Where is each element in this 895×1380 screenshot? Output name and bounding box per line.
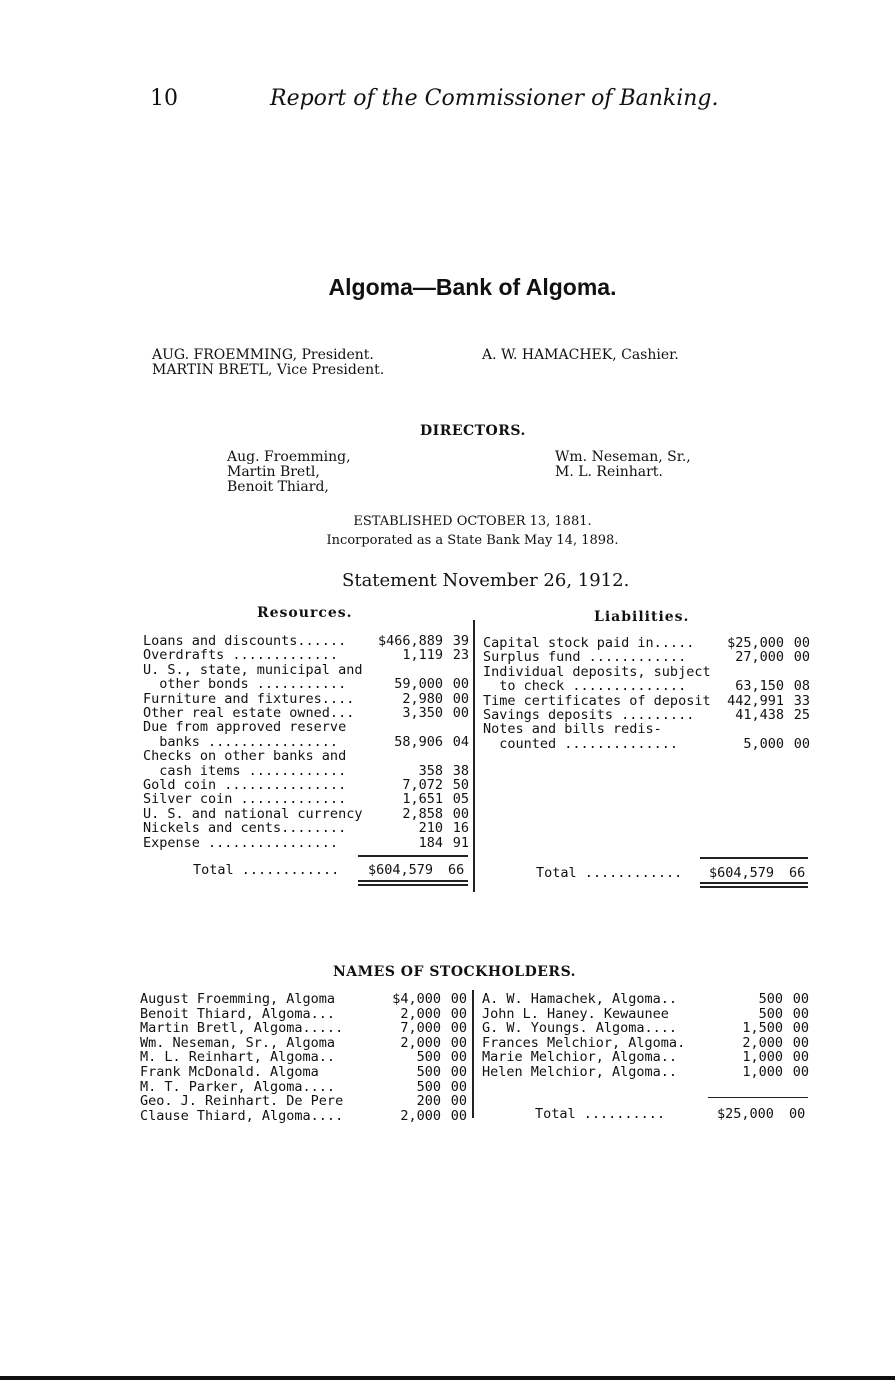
liability-row [483,679,810,694]
director-name: M. L. Reinhart. [555,464,663,480]
established-date: ESTABLISHED OCTOBER 13, 1881. [353,514,592,529]
amount-cents: 00 [450,1020,467,1037]
amount-cents: 00 [450,1049,467,1066]
amount-cents: 00 [450,1093,467,1110]
stockholder-name: G. W. Youngs. Algoma.... [482,1020,678,1037]
amount-dollars: 41,438 [735,707,784,723]
stockholder-row [482,1021,809,1036]
stockholder-row [140,1094,467,1109]
amount-dollars: 27,000 [735,649,784,666]
amount-dollars: $466,889 [377,633,443,649]
directors-left [227,450,351,495]
resource-label: Checks on other banks and [143,748,347,765]
liability-label: Surplus fund ............ [483,649,687,666]
amount-dollars: 5,000 [743,735,784,752]
amount-dollars: 59,000 [394,676,443,693]
resource-label: Gold coin ............... [143,777,347,793]
directors-right [555,450,691,480]
amount-dollars: 500 [416,1078,441,1095]
stockholder-row [482,1065,809,1080]
amount-dollars: 358 [418,762,443,779]
director-name: Benoit Thiard, [227,479,329,495]
liabilities-total-dollars: $604,579 [709,865,775,881]
stockholder-name: A. W. Hamachek, Algoma.. [482,991,678,1007]
amount-cents: 00 [450,991,467,1007]
officers-left [152,348,384,378]
amount-cents: 00 [452,805,469,822]
resources-total-cents: 66 [448,862,465,878]
amount-dollars: 500 [758,1005,783,1022]
amount-dollars: 200 [416,1093,441,1110]
liability-label: Individual deposits, subject [483,663,711,680]
stockholders-total-rule [708,1097,808,1098]
bank-title: Algoma—Bank of Algoma. [328,274,617,300]
amount-cents: 00 [793,635,810,651]
resource-row [143,749,469,764]
stockholder-name: Benoit Thiard, Algoma... [140,1005,336,1022]
officer-president: AUG. FROEMMING, President. [152,347,374,363]
amount-dollars: 1,000 [742,1064,783,1080]
stockholder-row [140,1065,467,1080]
amount-dollars: 500 [758,991,783,1007]
stockholder-name: Helen Melchior, Algoma.. [482,1064,678,1080]
amount-cents: 05 [452,791,469,808]
amount-dollars: 1,651 [402,791,443,808]
amount-cents: 00 [792,991,809,1007]
amount-dollars: 7,000 [400,1020,441,1037]
resource-label: other bonds ........... [143,676,347,693]
resource-label: Nickels and cents........ [143,820,347,837]
resource-label: Other real estate owned... [143,705,355,721]
liabilities-total-cents: 66 [789,865,806,881]
amount-cents: 04 [452,733,469,750]
resources-total-label: Total ............ [193,862,340,878]
resource-label: U. S. and national currency [143,805,363,822]
liabilities-heading: Liabilities. [594,609,690,625]
amount-cents: 91 [452,834,469,851]
amount-dollars: 2,980 [402,690,443,707]
amount-cents: 00 [452,676,469,693]
officer-cashier: A. W. HAMACHEK, Cashier. [482,347,679,363]
column-divider [473,620,475,892]
amount-cents: 16 [452,820,469,837]
resource-label: Silver coin ............. [143,791,347,808]
resource-label: U. S., state, municipal and [143,661,363,678]
page-bottom-edge [0,1376,895,1380]
stockholders-heading: NAMES OF STOCKHOLDERS. [333,964,577,980]
amount-cents: 00 [793,649,810,666]
liabilities-total-rule [700,857,808,859]
stockholder-name: Wm. Neseman, Sr., Algoma [140,1034,336,1051]
amount-dollars: 1,500 [742,1020,783,1037]
resource-row [143,677,469,692]
amount-cents: 00 [792,1005,809,1022]
stockholder-name: Geo. J. Reinhart. De Pere [140,1093,344,1110]
liability-label: Notes and bills redis- [483,721,662,738]
resource-label: Loans and discounts...... [143,633,347,649]
stockholder-name: M. L. Reinhart, Algoma.. [140,1049,336,1066]
amount-dollars: 500 [416,1049,441,1066]
amount-cents: 39 [452,633,469,649]
amount-cents: 33 [793,692,810,709]
amount-cents: 08 [793,678,810,695]
amount-cents: 00 [792,1034,809,1051]
stockholder-name: Frances Melchior, Algoma. [482,1034,686,1051]
amount-cents: 50 [452,777,469,793]
amount-cents: 00 [450,1064,467,1080]
resource-label: Due from approved reserve [143,719,347,736]
amount-dollars: 2,000 [400,1034,441,1051]
stockholder-row [482,992,809,1007]
amount-dollars: 500 [416,1064,441,1080]
amount-cents: 23 [452,647,469,664]
stockholder-name: Frank McDonald. Algoma [140,1064,319,1080]
amount-cents: 00 [450,1078,467,1095]
stockholder-row [140,1021,467,1036]
liabilities-total-label: Total ............ [536,865,683,881]
resource-label: Expense ................ [143,834,339,851]
amount-dollars: 2,858 [402,805,443,822]
liability-label: Capital stock paid in..... [483,635,695,651]
resource-row [143,836,469,851]
page-number: 10 [150,86,178,111]
resource-label: Furniture and fixtures.... [143,690,355,707]
director-name: Wm. Neseman, Sr., [555,449,691,465]
amount-cents: 00 [450,1005,467,1022]
resource-label: banks ................ [143,733,339,750]
amount-dollars: 2,000 [742,1034,783,1051]
amount-dollars: 1,000 [742,1049,783,1066]
amount-dollars: 2,000 [400,1005,441,1022]
liabilities-double-rule [700,882,808,888]
liability-label: counted .............. [483,735,679,752]
amount-cents: 00 [792,1049,809,1066]
liability-label: Savings deposits ......... [483,707,695,723]
amount-cents: 00 [450,1034,467,1051]
amount-dollars: $4,000 [392,991,441,1007]
running-title: Report of the Commissioner of Banking. [270,86,719,111]
stockholders-total-dollars: $25,000 [717,1106,774,1122]
resources-double-rule [358,880,468,886]
amount-dollars: 210 [418,820,443,837]
amount-dollars: 184 [418,834,443,851]
amount-cents: 00 [452,705,469,721]
resources-heading: Resources. [257,605,353,621]
resources-total-dollars: $604,579 [368,862,434,878]
resource-row [143,821,469,836]
stockholders-total-cents: 00 [789,1106,806,1122]
stockholder-name: August Froemming, Algoma [140,991,336,1007]
stockholders-divider [472,990,474,1118]
amount-dollars: 1,119 [402,647,443,664]
director-name: Aug. Froemming, [227,449,351,465]
directors-heading: DIRECTORS. [420,423,526,439]
resource-label: cash items ............ [143,762,347,779]
officer-vice-president: MARTIN BRETL, Vice President. [152,362,385,378]
liability-label: to check .............. [483,678,687,695]
director-name: Martin Bretl, [227,464,320,480]
amount-cents: 00 [792,1020,809,1037]
stockholder-name: John L. Haney. Kewaunee [482,1005,669,1022]
stockholders-total-label: Total .......... [535,1106,666,1122]
amount-dollars: 7,072 [402,777,443,793]
liability-label: Time certificates of deposit [483,692,711,709]
amount-dollars: 442,991 [727,692,784,709]
amount-dollars: 3,350 [402,705,443,721]
liability-row [483,737,810,752]
incorporated-date: Incorporated as a State Bank May 14, 1898. [326,533,619,548]
amount-cents: 00 [452,690,469,707]
amount-cents: 00 [792,1064,809,1080]
stockholder-name: Martin Bretl, Algoma..... [140,1020,344,1037]
statement-title: Statement November 26, 1912. [342,570,630,591]
amount-dollars: 63,150 [735,678,784,695]
stockholder-row [140,992,467,1007]
stockholder-row [140,1109,467,1124]
amount-cents: 00 [450,1107,467,1124]
amount-dollars: 2,000 [400,1107,441,1124]
resources-total-rule [358,855,468,857]
stockholder-name: Marie Melchior, Algoma.. [482,1049,678,1066]
amount-dollars: $25,000 [727,635,784,651]
amount-dollars: 58,906 [394,733,443,750]
amount-cents: 25 [793,707,810,723]
amount-cents: 38 [452,762,469,779]
resource-label: Overdrafts ............. [143,647,339,664]
stockholder-name: M. T. Parker, Algoma.... [140,1078,336,1095]
amount-cents: 00 [793,735,810,752]
stockholder-name: Clause Thiard, Algoma.... [140,1107,344,1124]
